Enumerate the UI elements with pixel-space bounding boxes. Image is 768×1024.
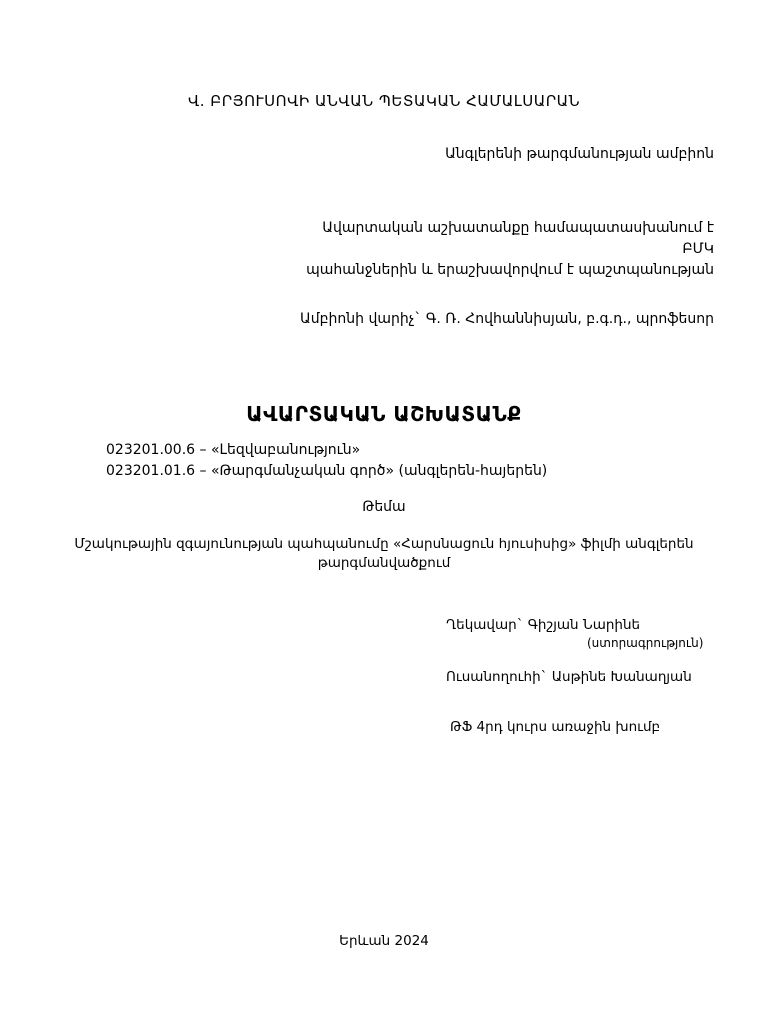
university-name: Վ. ԲՐՅՈՒՍՈՎԻ ԱՆՎԱՆ ՊԵՏԱԿԱՆ ՀԱՄԱԼՍԱՐԱՆ	[187, 92, 581, 110]
topic-line-1: Մշակութային զգայունության պահպանումը «Հարսնացուն հյուսիսից» ֆիլմի անգլերեն	[74, 536, 694, 552]
supervisor: Ղեկավար` Գիշյան Նարինե	[446, 617, 641, 633]
topic-label: Թեմա	[362, 499, 406, 515]
signature-note: (ստորագրություն)	[587, 636, 704, 650]
topic-line-2: թարգմանվածքում	[317, 555, 451, 571]
student-group: ԹՖ 4րդ կուրս առաջին խումբ	[450, 719, 661, 735]
compliance-block	[306, 218, 714, 281]
department-name: Անգլերենի թարգմանության ամբիոն	[445, 146, 714, 162]
compliance-line-1: Ավարտական աշխատանքը համապատասխանում է	[322, 220, 714, 236]
compliance-line-3: պահանջներին և երաշխավորվում է պաշտպանության	[306, 262, 714, 278]
document-title: ԱՎԱՐՏԱԿԱՆ ԱՇԽԱՏԱՆՔ	[246, 402, 522, 426]
student: Ուսանողուհի` Ասթինե Խանաղյան	[446, 669, 692, 685]
topic-text	[0, 535, 768, 573]
head-of-department: Ամբիոնի վարիչ` Գ. Ռ. Հովհաննիսյան, բ.գ.դ., պրոֆեսոր	[300, 311, 714, 327]
specialty-line-1: 023201.00.6 – «Լեզվաբանություն»	[106, 442, 361, 458]
specialty-line-2: 023201.01.6 – «Թարգմանչական գործ» (անգլերեն-հայերեն)	[106, 463, 548, 479]
compliance-line-2: ԲՄԿ	[682, 241, 714, 257]
place-and-year: Երևան 2024	[339, 933, 429, 949]
